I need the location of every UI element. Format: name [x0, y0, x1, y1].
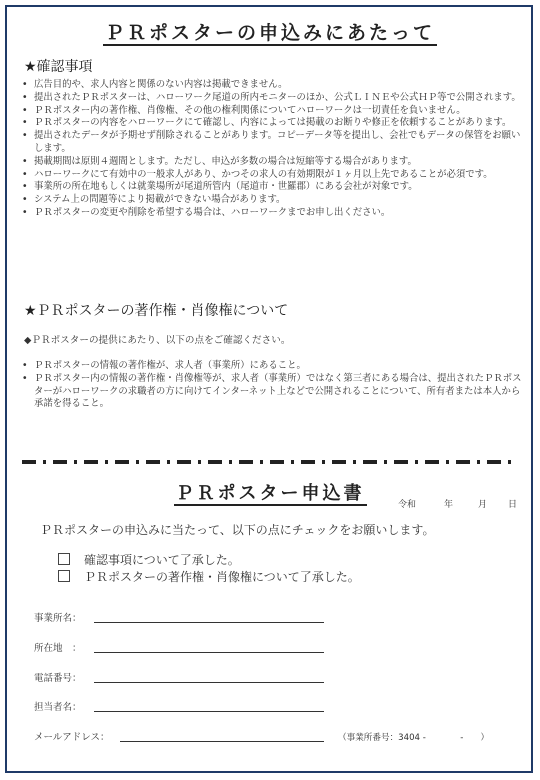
check-label: 確認事項について了承した。 [84, 553, 240, 567]
form-title: ＰＲポスター申込書 [175, 483, 365, 504]
list-item: • ＰＲポスターの変更や削除を希望する場合は、ハローワークまでお申し出ください。 [20, 207, 524, 220]
check-row-copyright[interactable] [58, 568, 360, 585]
field-label-address: 所在地 ： [34, 643, 82, 654]
date-day: 日 [508, 500, 518, 510]
checkbox-copyright[interactable] [58, 570, 70, 582]
list-item: • ハローワークにて有効中の一般求人があり、かつその求人の有効期限が１ヶ月以上先であることが必須です。 [20, 169, 524, 182]
list-item: • 提出されたＰＲポスターは、ハローワーク尾道の所内モニターのほか、公式ＬＩＮＥや公式ＨＰ等で公開されます。 [20, 92, 524, 105]
date-year: 年 [444, 500, 454, 510]
list-item: • ＰＲポスター内の情報の著作権・肖像権等が、求人者（事業所）ではなく第三者にある場合は、提出されたＰＲポスターがハローワークの求職者の方に向けてインターネット上などで公開されることについて、所有者または本人から承諾を得ること。 [20, 373, 524, 411]
cut-line [22, 460, 518, 464]
confirm-heading: ★確認事項 [24, 59, 93, 75]
list-item: • ＰＲポスターの内容をハローワークにて確認し、内容によっては掲載のお断りや修正を依頼することがあります。 [20, 117, 524, 130]
field-label-email: メールアドレス： [34, 732, 110, 743]
list-item: • システム上の問題等により掲載ができない場合があります。 [20, 194, 524, 207]
field-label-phone: 電話番号： [34, 673, 82, 684]
company-name-field[interactable] [94, 622, 324, 623]
date-era: 令和 [398, 500, 417, 510]
check-row-confirm[interactable] [58, 551, 240, 568]
list-item: • 提出されたデータが予期せず削除されることがあります。コピーデータ等を提出し、会社でもデータの保管をお願いします。 [20, 130, 524, 156]
list-item: • ＰＲポスター内の著作権、肖像権、その他の権利関係についてハローワークは一切責任を負いません。 [20, 105, 524, 118]
list-item: • ＰＲポスターの情報の著作権が、求人者（事業所）にあること。 [20, 360, 524, 373]
field-label-contact: 担当者名： [34, 702, 82, 713]
copyright-note: ◆ＰＲポスターの提供にあたり、以下の点をご確認ください。 [24, 335, 291, 346]
list-item: • 掲載期間は原則４週間とします。ただし、申込が多数の場合は短縮等する場合があります。 [20, 156, 524, 169]
check-label: ＰＲポスターの著作権・肖像権について了承した。 [84, 570, 360, 584]
address-field[interactable] [94, 652, 324, 653]
contact-name-field[interactable] [94, 711, 324, 712]
checkbox-confirm[interactable] [58, 553, 70, 565]
email-field[interactable] [120, 741, 324, 742]
list-item: • 事業所の所在地もしくは就業場所が尾道所管内（尾道市・世羅郡）にある会社が対象です。 [20, 181, 524, 194]
confirm-list [20, 79, 524, 220]
date-month: 月 [478, 500, 488, 510]
office-number: （事業所番号：3404 - - ） [338, 733, 490, 743]
phone-field[interactable] [94, 682, 324, 683]
form-lead: ＰＲポスターの申込みに当たって、以下の点にチェックをお願いします。 [40, 523, 435, 537]
list-item: • 広告目的や、求人内容と関係のない内容は掲載できません。 [20, 79, 524, 92]
field-label-company: 事業所名： [34, 613, 82, 624]
copyright-list [20, 360, 524, 411]
copyright-heading: ★ＰＲポスターの著作権・肖像権について [24, 303, 289, 319]
page-title: ＰＲポスターの申込みにあたって [104, 22, 435, 44]
